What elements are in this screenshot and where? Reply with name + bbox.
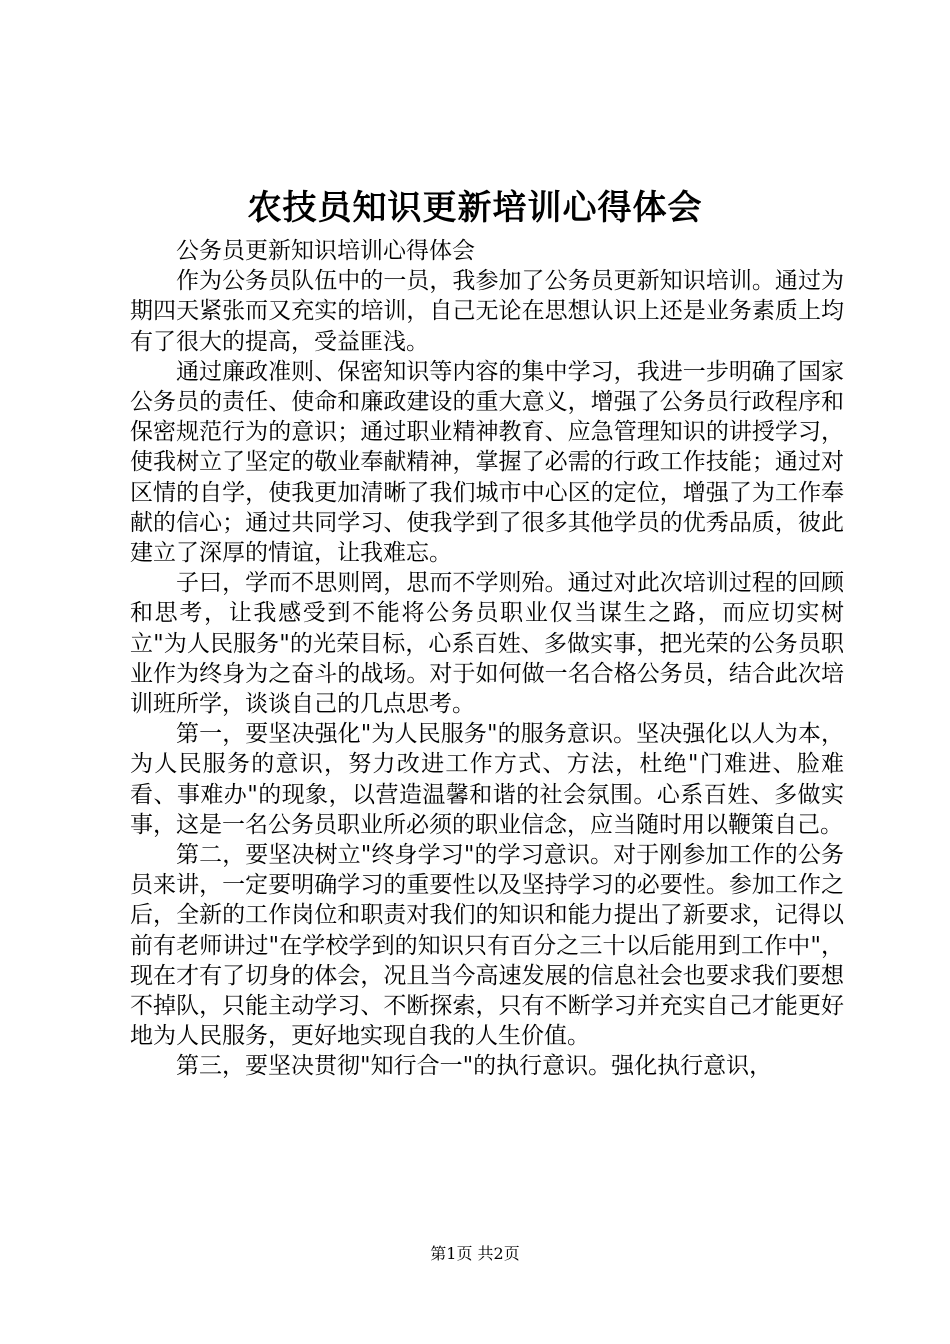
paragraph-intro: 作为公务员队伍中的一员，我参加了公务员更新知识培训。通过为期四天紧张而又充实的培训，自己无论在思想认识上还是业务素质上均有了很大的提高，受益匪浅。: [130, 268, 844, 355]
paragraph-point-two: 第二，要坚决树立"终身学习"的学习意识。对于刚参加工作的公务员来讲，一定要明确学习的重要性以及坚持学习的必要性。参加工作之后，全新的工作岗位和职责对我们的知识和能力提出了新要求，记得以前有老师讲过"在学校学到的知识只有百分之三十以后能用到工作中"，现在才有了切身的体会，况且当今高速发展的信息社会也要求我们要想不掉队，只能主动学习、不断探索，只有不断学习并充实自己才能更好地为人民服务，更好地实现自我的人生价值。: [130, 842, 844, 1050]
paragraph-point-three: 第三，要坚决贯彻"知行合一"的执行意识。强化执行意识，: [176, 1053, 773, 1080]
page-footer: 第1页 共2页: [430, 1244, 520, 1263]
document-body: [130, 236, 844, 1082]
paragraph-learning: 通过廉政准则、保密知识等内容的集中学习，我进一步明确了国家公务员的责任、使命和廉政建设的重大意义，增强了公务员行政程序和保密规范行为的意识；通过职业精神教育、应急管理知识的讲授学习，使我树立了坚定的敬业奉献精神，掌握了必需的行政工作技能；通过对区情的自学，使我更加清晰了我们城市中心区的定位，增强了为工作奉献的信心；通过共同学习、使我学到了很多其他学员的优秀品质，彼此建立了深厚的情谊，让我难忘。: [130, 358, 844, 567]
paragraph-point-one: 第一，要坚决强化"为人民服务"的服务意识。坚决强化以人为本，为人民服务的意识，努力改进工作方式、方法，杜绝"门难进、脸难看、事难办"的现象，以营造温馨和谐的社会氛围。心系百姓、多做实事，这是一名公务员职业所必须的职业信念，应当随时用以鞭策自己。: [130, 721, 844, 838]
paragraph-subtitle: 公务员更新知识培训心得体会: [176, 238, 475, 264]
paragraph-reflection: 子曰，学而不思则罔，思而不学则殆。通过对此次培训过程的回顾和思考，让我感受到不能将公务员职业仅当谋生之路，而应切实树立"为人民服务"的光荣目标，心系百姓、多做实事，把光荣的公务员职业作为终身为之奋斗的战场。对于如何做一名合格公务员，结合此次培训班所学，谈谈自己的几点思考。: [130, 570, 844, 718]
document-title: 农技员知识更新培训心得体会: [247, 188, 703, 228]
